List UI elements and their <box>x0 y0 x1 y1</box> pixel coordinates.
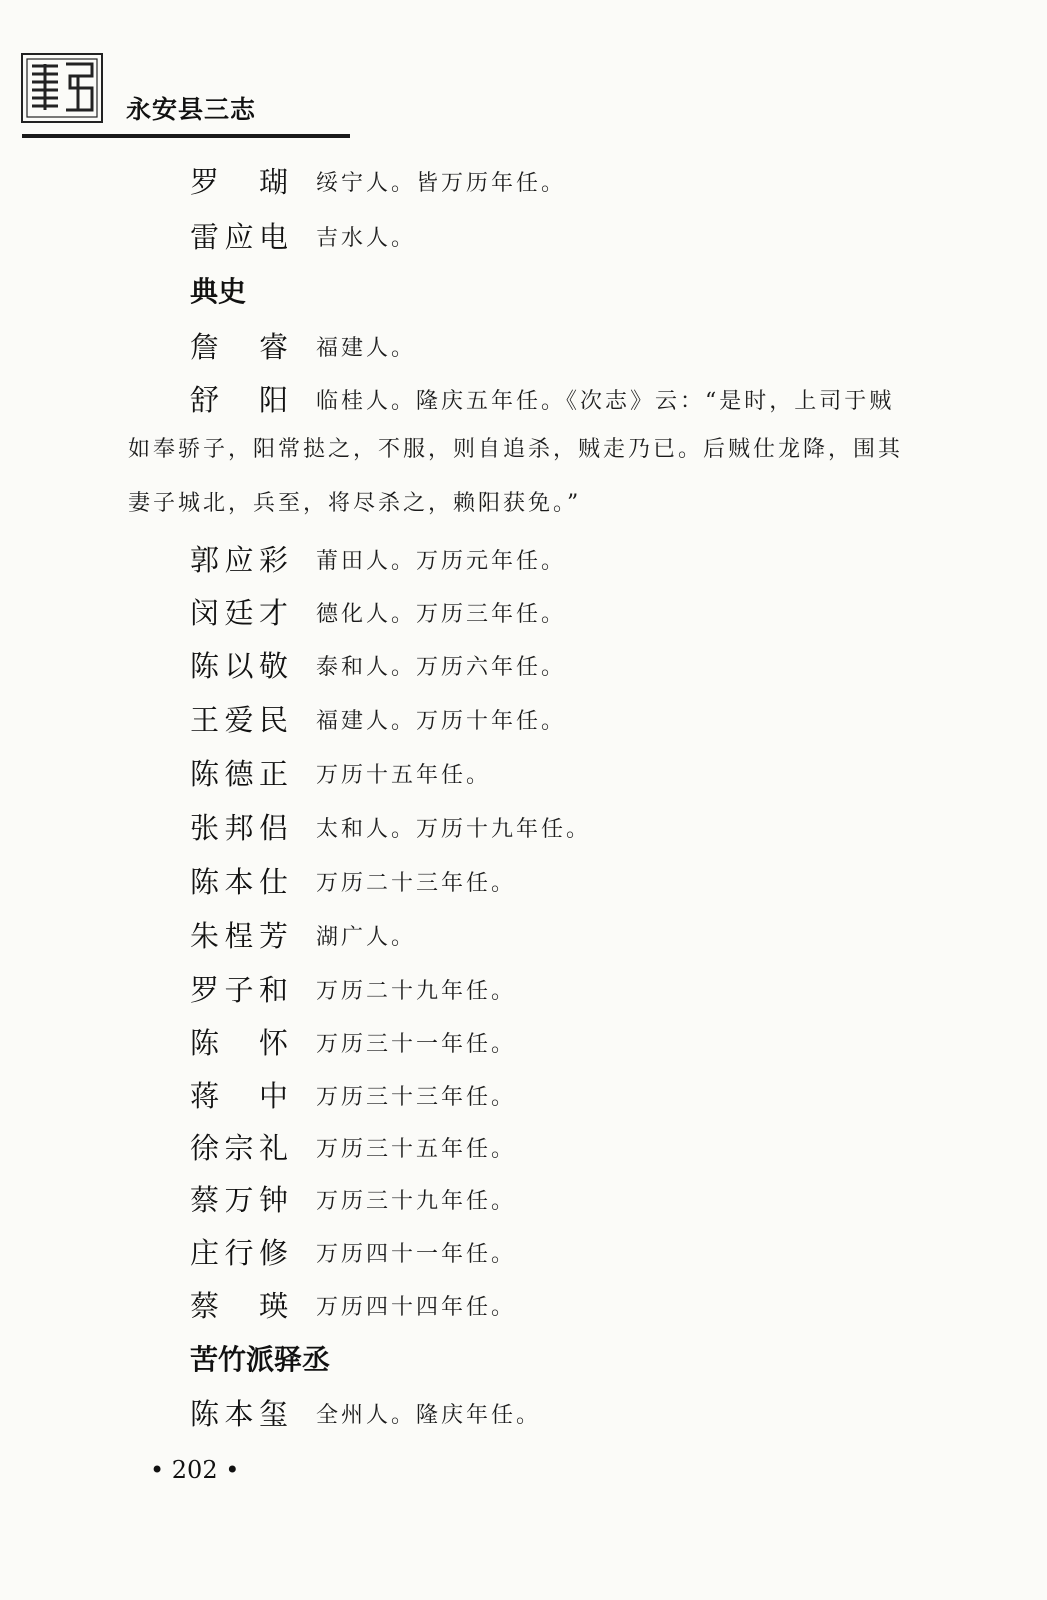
person-description: 万历三十一年任。 <box>316 1032 517 1057</box>
person-name: 陈本玺 <box>190 1397 288 1431</box>
person-description: 福建人。 <box>316 336 417 361</box>
person-description: 吉水人。 <box>316 226 417 251</box>
person-name: 蔡万钟 <box>190 1183 288 1217</box>
person-name: 陈 怀 <box>190 1026 288 1060</box>
person-description: 太和人。万历十九年任。 <box>316 817 592 842</box>
list-item <box>0 916 1047 956</box>
person-description: 临桂人。隆庆五年任。《次志》云：“是时，上司于贼 <box>316 389 895 414</box>
person-name: 陈本仕 <box>190 865 288 899</box>
page-number: • 202 • <box>150 1456 240 1484</box>
person-name: 张邦侣 <box>190 811 288 845</box>
person-name: 蒋 中 <box>190 1079 288 1113</box>
list-item <box>0 970 1047 1010</box>
running-title: 永安县三志 <box>126 95 257 124</box>
person-description: 泰和人。万历六年任。 <box>316 655 567 680</box>
person-name: 蔡 瑛 <box>190 1289 288 1323</box>
person-description: 万历二十九年任。 <box>316 979 517 1004</box>
person-description: 福建人。万历十年任。 <box>316 709 567 734</box>
list-item <box>0 380 1047 420</box>
person-name: 罗子和 <box>190 973 288 1007</box>
person-name: 詹 睿 <box>190 330 288 364</box>
person-description: 万历十五年任。 <box>316 763 492 788</box>
person-description: 全州人。隆庆年任。 <box>316 1403 542 1428</box>
person-name: 舒 阳 <box>190 383 288 417</box>
list-item <box>0 862 1047 902</box>
header-rule <box>22 134 350 138</box>
list-item <box>0 646 1047 686</box>
section-heading: 苦竹派驿丞 <box>190 1343 331 1376</box>
paragraph-line: 妻子城北，兵至，将尽杀之，赖阳获免。” <box>128 491 582 516</box>
list-item <box>0 1076 1047 1116</box>
person-name: 罗 瑚 <box>190 165 288 199</box>
person-description: 莆田人。万历元年任。 <box>316 549 567 574</box>
list-item <box>0 1394 1047 1434</box>
list-item <box>0 700 1047 740</box>
person-description: 万历二十三年任。 <box>316 871 517 896</box>
person-name: 陈以敬 <box>190 649 288 683</box>
person-description: 德化人。万历三年任。 <box>316 602 567 627</box>
person-description: 绥宁人。皆万历年任。 <box>316 171 567 196</box>
person-name: 朱桯芳 <box>190 919 288 953</box>
person-name: 郭应彩 <box>190 543 288 577</box>
list-item <box>0 327 1047 367</box>
person-name: 闵廷才 <box>190 596 288 630</box>
list-item <box>0 162 1047 202</box>
list-item <box>0 808 1047 848</box>
person-description: 湖广人。 <box>316 925 417 950</box>
person-description: 万历三十五年任。 <box>316 1137 517 1162</box>
person-name: 庄行修 <box>190 1236 288 1270</box>
person-name: 王爱民 <box>190 703 288 737</box>
person-description: 万历三十三年任。 <box>316 1085 517 1110</box>
person-description: 万历三十九年任。 <box>316 1189 517 1214</box>
person-name: 陈德正 <box>190 757 288 791</box>
list-item <box>0 1023 1047 1063</box>
list-item <box>0 540 1047 580</box>
list-item <box>0 1286 1047 1326</box>
list-item <box>0 1233 1047 1273</box>
person-description: 万历四十四年任。 <box>316 1295 517 1320</box>
list-item <box>0 1128 1047 1168</box>
section-heading: 典史 <box>190 275 247 308</box>
seal-logo <box>20 52 104 124</box>
person-description: 万历四十一年任。 <box>316 1242 517 1267</box>
list-item <box>0 593 1047 633</box>
list-item <box>0 1180 1047 1220</box>
paragraph-line: 如奉骄子，阳常挞之，不服，则自追杀，贼走乃已。后贼仕龙降，围其 <box>128 437 904 462</box>
list-item <box>0 754 1047 794</box>
person-name: 徐宗礼 <box>190 1131 288 1165</box>
list-item <box>0 217 1047 257</box>
person-name: 雷应电 <box>190 220 288 254</box>
